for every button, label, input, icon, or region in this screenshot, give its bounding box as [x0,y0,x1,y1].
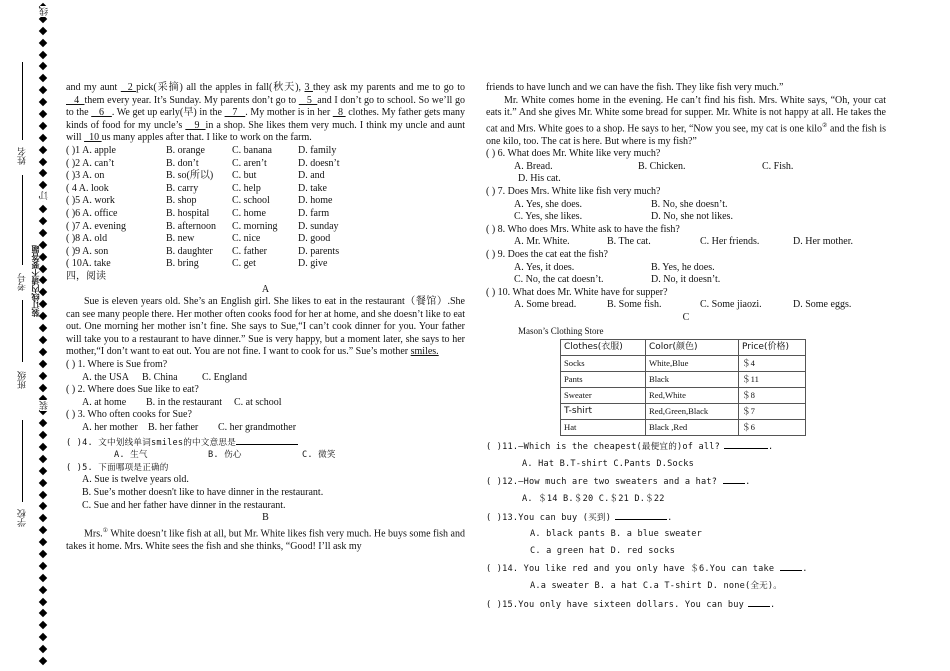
cloze-blank-number[interactable]: 5 [298,94,318,106]
right-column [486,82,886,611]
name-line [22,62,23,140]
question-15: ( )15.You only have sixteen dollars. You can buy . [486,597,886,612]
answer-option[interactable]: C. at school [234,396,282,408]
answer-blank[interactable] [615,510,667,520]
cloze-option-row [66,208,465,221]
cloze-text: and my aunt [66,82,121,93]
question-options [486,262,886,275]
answer-blank[interactable] [780,561,802,571]
table-row [561,404,806,420]
cloze-option[interactable]: ( )2 A. can’t [66,157,115,169]
diamond-mark [39,585,47,593]
passage-a-underlined: smiles. [410,346,439,358]
answer-option[interactable]: C. Fish. [762,160,794,172]
cloze-option[interactable]: D. good [298,233,331,245]
table-header-cell: Color(颜色) [646,340,739,356]
answer-blank[interactable] [723,474,745,484]
cloze-option-row [66,158,465,171]
cloze-option-row [66,183,465,196]
question-5-options [66,474,465,512]
question-options [486,199,886,212]
cloze-option[interactable]: ( 4 A. look [66,182,109,194]
question-5 [66,462,465,475]
cloze-option[interactable]: D. doesn’t [298,157,340,169]
cloze-option-row [66,258,465,271]
cloze-option[interactable]: C. banana [232,144,272,156]
cloze-option[interactable]: B. carry [166,182,199,194]
cloze-option[interactable]: C. aren’t [232,157,267,169]
label-ding: 订 [39,191,49,200]
diamond-mark [39,359,47,367]
answer-option[interactable]: C. England [202,371,247,383]
answer-blank[interactable] [748,597,770,607]
footnote-mark-1: ① [102,527,109,534]
diamond-mark [39,145,47,153]
diamond-mark [39,514,47,522]
question-4-text: ( )4. 文中划线单词smiles的中文意思是 [66,437,237,448]
diamond-mark [39,371,47,379]
answer-option[interactable]: B. 伤心 [208,450,242,461]
cloze-passage [66,82,465,145]
passage-a-text: Sue is eleven years old. She’s an English girl. She likes to eat in the restaurant（餐馆）.She can see many people there. Her mother often cooks food for her at home, and she doesn’t like to eat out. One morning her mother isn’t fine. She says to Sue,“I can’t cook dinner for you. Your father will take you to a restaurant to have dinner.” Sue is very happy, but a moment later, she says to her mother,“I don’t want to eat out. You are not fine. I want to cook for us.” Sue’s mother [66,296,465,358]
answer-option[interactable]: B. in the restaurant [146,396,223,408]
question-14-text: ( )14. You like red and you only have ＄6.You can take [486,564,775,575]
label-class: 班级 [17,371,27,389]
cloze-option[interactable]: D. farm [298,207,330,219]
table-row [561,372,806,388]
diamond-mark [39,169,47,177]
cloze-text: them every year. It’s Sunday. My parents don’t go to [84,94,299,106]
answer-option[interactable]: B. her father [148,422,199,434]
diamond-mark [39,110,47,118]
question-options [66,372,465,385]
cloze-option[interactable]: C. get [232,258,256,270]
store-name: Mason’s Clothing Store [518,325,604,336]
cloze-text: they ask my parents and me to go to [312,82,465,93]
table-header-cell: Price(价格) [739,340,806,356]
cloze-option[interactable]: B. so(所以) [166,170,214,182]
table-cell: Socks [561,356,646,372]
answer-blank[interactable] [724,439,768,449]
diamond-mark [39,336,47,344]
cloze-option[interactable]: B. daughter [166,245,213,257]
question-13-text: ( )13.You can buy (买到) [486,512,612,523]
cloze-text: pick(采摘) all the apples in fall(秋天), [136,82,305,93]
table-cell: Red,Green,Black [646,404,739,420]
cloze-option[interactable]: ( )7 A. evening [66,220,126,232]
answer-option[interactable]: C. Sue and her father have dinner in the restaurant. [82,499,286,511]
diamond-mark [39,134,47,142]
question-14: ( )14. You like red and you only have ＄6.You can take . [486,561,886,576]
table-cell: Hat [561,420,646,436]
diamond-mark [39,205,47,213]
cloze-option-row [66,195,465,208]
diamond-mark [39,74,47,82]
cloze-blank-number[interactable]: 4 [66,94,85,106]
question-4-options [66,449,465,462]
cloze-blank-number[interactable]: 6 [91,107,112,119]
cloze-option[interactable]: C. morning [232,220,278,232]
diamond-mark [39,443,47,451]
answer-option[interactable]: A. at home [82,396,127,408]
cloze-option[interactable]: B. don’t [166,157,199,169]
cloze-text: . My mother is in her [245,107,333,119]
cloze-option[interactable]: ( )1 A. apple [66,144,116,156]
diamond-mark [39,597,47,605]
cloze-option[interactable]: D. give [298,258,328,270]
cloze-blank-number[interactable]: 10 [84,132,102,144]
question-options [486,236,886,249]
cloze-blank-number[interactable]: 9 [185,119,206,131]
passage-b-start: Mrs. [84,528,103,540]
clothing-price-table [560,339,806,436]
passage-b-continued: friends to have lunch and we can have the fish. They like fish very much.” [486,82,784,93]
label-zhuang: 装 [39,401,49,410]
cloze-option[interactable]: D. family [298,144,337,156]
cloze-option[interactable]: ( 10A. take [66,258,111,270]
exam-number-line [22,175,23,265]
cloze-option-row [66,145,465,158]
passage-a-title: A [261,283,270,295]
diamond-mark [39,419,47,427]
diamond-mark [39,502,47,510]
answer-option[interactable]: B. Chicken. [638,160,686,172]
cloze-option[interactable]: ( )6 A. office [66,207,118,219]
question-text: ( ) 1. Where is Sue from? [66,359,168,371]
table-cell: Black ,Red [646,420,739,436]
cloze-option-row [66,170,465,183]
table-row [561,356,806,372]
table-cell: Black [646,372,739,388]
diamond-mark [39,621,47,629]
answer-option[interactable]: C. No, the cat doesn’t. [514,274,604,286]
question-options [486,173,886,186]
binding-margin [0,0,60,671]
cloze-options [66,145,465,271]
school-line [22,420,23,502]
answer-option[interactable]: D. No, it doesn’t. [651,274,721,286]
diamond-mark [39,383,47,391]
table-cell: T-shirt [561,404,646,420]
answer-option[interactable]: C. 微笑 [302,450,336,461]
cloze-option[interactable]: ( )3 A. on [66,170,105,182]
question-14-options: A.a sweater B. a hat C.a T-shirt D. none(全无)。 [530,580,783,591]
diamond-mark [39,431,47,439]
diamond-mark [39,217,47,225]
table-cell: Pants [561,372,646,388]
question-11-options: A. Hat B.T-shirt C.Pants D.Socks [522,458,694,469]
question-options [66,422,465,435]
cloze-option[interactable]: B. orange [166,144,205,156]
cloze-text: . We get up early(早) in the [111,107,225,119]
diamond-mark [39,229,47,237]
diamond-mark [39,478,47,486]
diamond-mark [39,466,47,474]
passage-b-p2-end: and the fish is one kilo, too. The cat is here. But where is my fish?” [486,123,886,147]
answer-option[interactable]: A. Some bread. [514,299,577,311]
label-exam-number: 考号 [17,273,27,291]
answer-option[interactable]: D. Her mother. [793,236,853,248]
cloze-text: and I don’t go to school. So we’ll go to the [66,94,465,119]
answer-option[interactable]: B. Some fish. [607,299,662,311]
cloze-text: clothes. My father gets many kinds of food for my uncle’s [66,107,466,131]
passage-a [66,296,465,359]
answer-option[interactable]: D. No, she not likes. [651,211,733,223]
cloze-text: in a shop. She likes them very much. I think my uncle and aunt will [66,119,466,144]
question-13-options-1: A. black pants B. a blue sweater [530,529,702,540]
diamond-mark [39,645,47,653]
cloze-option[interactable]: B. shop [166,195,197,207]
diamond-mark [39,38,47,46]
answer-option[interactable]: C. Yes, she likes. [514,211,583,223]
answer-option[interactable]: B. Yes, he does. [651,261,715,273]
cloze-option[interactable]: ( )8 A. old [66,233,108,245]
cloze-text: us many apples after that. I like to work on the farm. [101,132,312,144]
diamond-mark [39,455,47,463]
passage-b-title: B [262,512,269,524]
answer-option[interactable]: C. Her friends. [700,236,760,248]
cloze-option-row [66,221,465,234]
passage-b-p2-text: Mr. White comes home in the evening. He can’t find his fish. Mrs. White says, “Oh, your cat eats it.” And she gives Mr. White some bread for supper. Mr. White is not happy at all. He takes the cat and Mrs. White goes to a shop. He says to her, “Now you see, my cat is one kilo [486,94,886,135]
answer-option[interactable]: B. No, she doesn’t. [651,198,728,210]
diamond-mark [39,562,47,570]
question-4 [66,435,465,450]
diamond-mark [39,538,47,546]
no-answer-warning: 装订线内请不要答题 [31,245,40,317]
diamond-mark [39,86,47,94]
question-text: ( ) 2. Where does Sue like to eat? [66,384,199,396]
question-13: ( )13.You can buy (买到) . [486,510,886,525]
cloze-option[interactable]: D. take [298,182,327,194]
cloze-option[interactable]: D. parents [298,245,340,257]
answer-option[interactable]: A. 生气 [114,450,148,461]
table-cell: ＄7 [739,404,806,420]
passage-b-questions [486,148,886,312]
diamond-mark [39,50,47,58]
table-header-row [561,340,806,356]
cloze-option[interactable]: C. home [232,207,266,219]
table-row [561,420,806,436]
question-text: ( ) 9. Does the cat eat the fish? [486,249,608,261]
question-text: ( ) 10. What does Mr. White have for supper? [486,286,668,298]
table-cell: ＄11 [739,372,806,388]
cloze-option-row [66,233,465,246]
answer-option[interactable]: A. Yes, it does. [514,261,575,273]
passage-b [66,525,465,554]
table-row [561,388,806,404]
cloze-option[interactable]: C. help [232,182,261,194]
diamond-mark [39,348,47,356]
question-13-options-2: C. a green hat D. red socks [530,545,676,556]
answer-option[interactable]: B. China [142,371,178,383]
question-options [486,274,886,287]
footnote-mark-2: ② [822,122,828,129]
diamond-border [36,4,50,664]
cloze-blank-number[interactable]: 3 [304,82,313,93]
cloze-option[interactable]: B. afternoon [166,220,216,232]
answer-option[interactable]: C. her grandmother [218,422,297,434]
table-header-cell: Clothes(衣服) [561,340,646,356]
cloze-option[interactable]: C. but [232,170,257,182]
cloze-option[interactable]: ( )9 A. son [66,245,109,257]
answer-option[interactable]: A. Sue is twelve years old. [82,474,189,486]
answer-option[interactable]: D. Some eggs. [793,299,852,311]
answer-option[interactable]: B. The cat. [607,236,651,248]
table-cell: White,Blue [646,356,739,372]
diamond-mark [39,574,47,582]
answer-option[interactable]: B. Sue’s mother doesn't like to have dinner in the restaurant. [82,487,324,498]
label-xian: 线 [39,7,49,16]
passage-c-title: C [682,312,690,324]
class-line [22,300,23,362]
answer-option[interactable]: D. His cat. [518,173,561,185]
passage-b-paragraph-2 [486,95,886,149]
diamond-mark [39,181,47,189]
cloze-option[interactable]: B. bring [166,258,199,270]
diamond-mark [39,98,47,106]
cloze-option[interactable]: C. nice [232,233,261,245]
question-options [66,397,465,410]
section-reading-heading: 四，阅读 [66,270,106,282]
question-text: ( ) 6. What does Mr. White like very much? [486,148,661,160]
question-11-text: ( )11.—Which is the cheapest(最便宜的)of all? [486,442,721,453]
label-name: 姓名 [17,147,27,165]
passage-a-questions [66,359,465,435]
cloze-option[interactable]: B. hospital [166,207,210,219]
cloze-option[interactable]: D. home [298,195,333,207]
cloze-option[interactable]: D. and [298,170,325,182]
diamond-mark [39,490,47,498]
question-5-text: ( )5. 下面哪项是正确的 [66,462,169,473]
table-cell: ＄8 [739,388,806,404]
answer-option[interactable]: A. her mother [82,422,138,434]
diamond-mark [39,609,47,617]
passage-b-text: White doesn’t like fish at all, but Mr. White likes fish very much. He buys some fish and takes it home. Mrs. White sees the fish and she thinks, “Good! I’ll ask my [66,528,465,552]
diamond-mark [39,62,47,70]
answer-option[interactable]: A. the USA [82,371,129,383]
answer-option[interactable]: C. Some jiaozi. [700,299,762,311]
answer-option[interactable]: A. Bread. [514,160,553,172]
cloze-blank-number[interactable]: 7 [224,107,246,119]
question-text: ( ) 3. Who often cooks for Sue? [66,409,192,421]
question-12-options: A. ＄14 B.＄20 C.＄21 D.＄22 [522,493,665,504]
label-school: 学校 [17,509,27,527]
diamond-mark [39,27,47,35]
cloze-option-row [66,246,465,259]
table-cell: Sweater [561,388,646,404]
question-11: ( )11.—Which is the cheapest(最便宜的)of all? . [486,439,886,454]
left-column [66,82,465,553]
question-options [486,211,886,224]
question-12-text: ( )12.—How much are two sweaters and a hat? [486,477,718,488]
diamond-mark [39,633,47,641]
diamond-mark [39,122,47,130]
cloze-option[interactable]: B. new [166,233,195,245]
answer-option[interactable]: A. Mr. White. [514,236,570,248]
diamond-mark [39,550,47,558]
cloze-blank-number[interactable]: 2 [120,82,137,93]
diamond-mark [39,324,47,332]
answer-option[interactable]: A. Yes, she does. [514,198,583,210]
question-options [486,161,886,174]
table-cell: ＄6 [739,420,806,436]
question-text: ( ) 8. Who does Mrs. White ask to have the fish? [486,223,680,235]
cloze-option[interactable]: D. sunday [298,220,339,232]
table-cell: ＄4 [739,356,806,372]
answer-blank[interactable] [236,435,298,445]
question-options [486,299,886,312]
diamond-mark [39,526,47,534]
cloze-option[interactable]: C. father [232,245,267,257]
table-cell: Red,White [646,388,739,404]
question-12: ( )12.—How much are two sweaters and a hat? . [486,474,886,489]
cloze-option[interactable]: ( )5 A. work [66,195,115,207]
diamond-mark [39,657,47,665]
passage-c-questions [486,439,886,611]
diamond-mark [39,157,47,165]
cloze-blank-number[interactable]: 8 [332,107,346,119]
table-body [561,356,806,436]
question-text: ( ) 7. Does Mrs. White like fish very much? [486,186,661,198]
cloze-option[interactable]: C. school [232,195,270,207]
question-15-text: ( )15.You only have sixteen dollars. You can buy [486,599,744,610]
